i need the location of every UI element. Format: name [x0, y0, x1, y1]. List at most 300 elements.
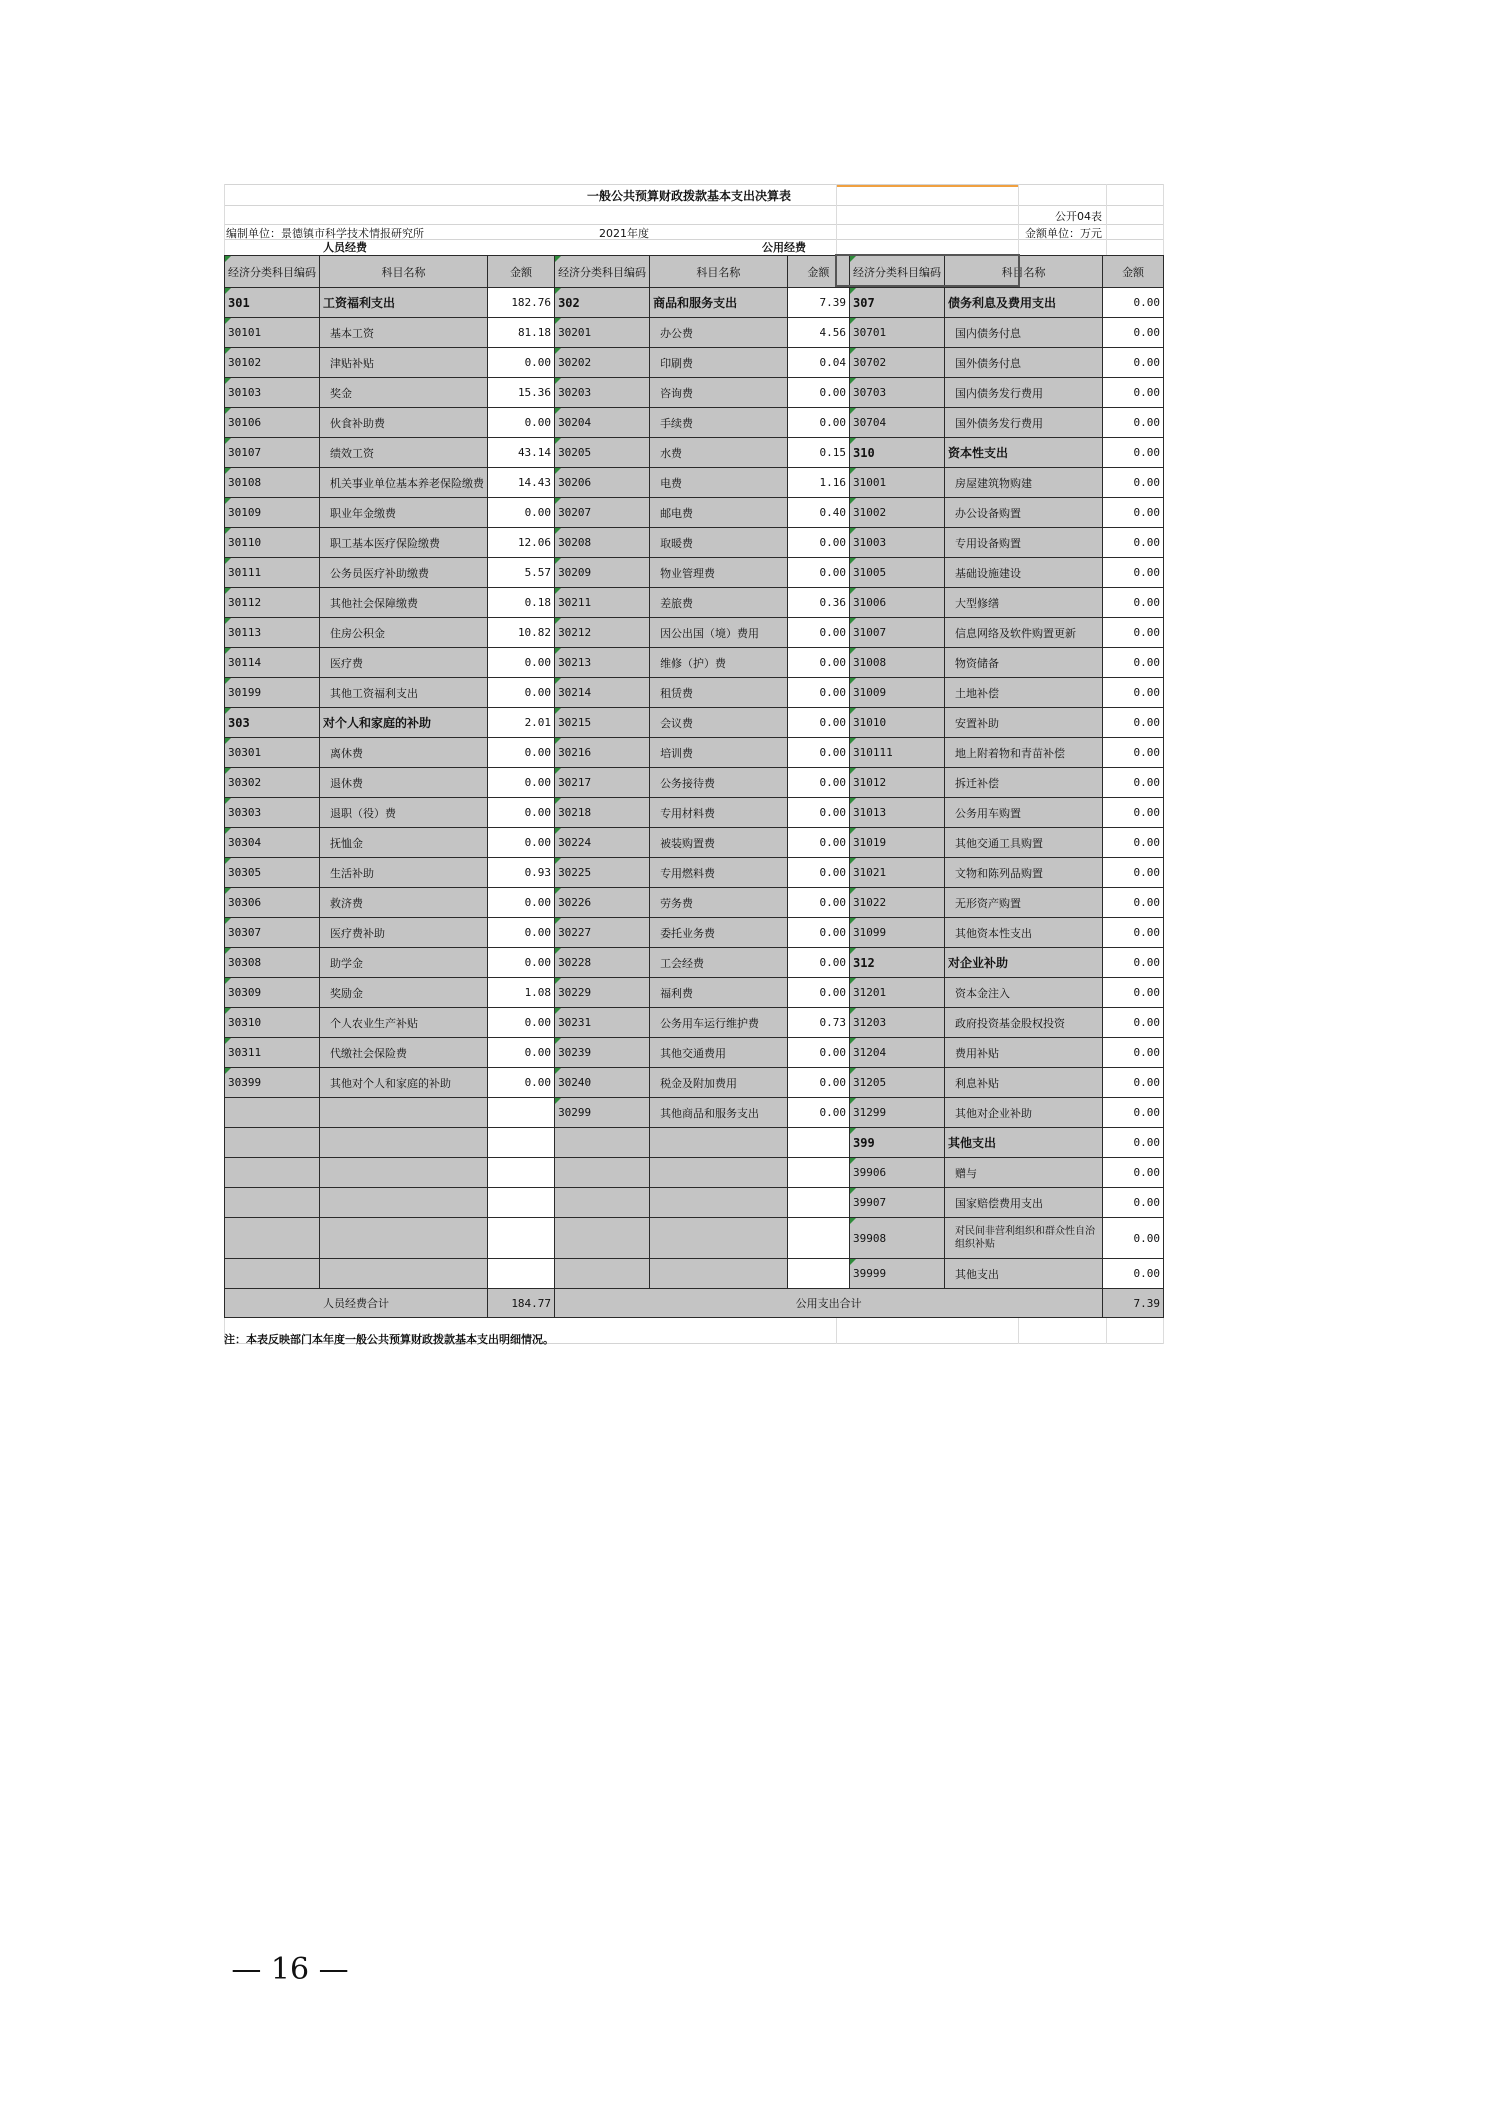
table-row — [225, 708, 1164, 738]
name-cell — [650, 1128, 788, 1158]
header-code-3: 经济分类科目编码 — [850, 256, 945, 288]
code-cell: 30113 — [225, 618, 320, 648]
code-cell: 31007 — [850, 618, 945, 648]
code-cell: 307 — [850, 288, 945, 318]
code-cell: 30203 — [555, 378, 650, 408]
code-cell: 30102 — [225, 348, 320, 378]
table-row — [225, 318, 1164, 348]
code-cell — [225, 1188, 320, 1218]
amount-cell: 0.00 — [787, 708, 849, 738]
amount-cell: 0.00 — [1103, 1158, 1164, 1188]
name-cell: 电费 — [650, 468, 788, 498]
amount-cell: 0.00 — [1103, 858, 1164, 888]
name-cell: 利息补贴 — [945, 1068, 1103, 1098]
amount-cell: 0.00 — [1103, 558, 1164, 588]
name-cell: 职业年金缴费 — [320, 498, 488, 528]
name-cell: 物资储备 — [945, 648, 1103, 678]
amount-cell: 0.00 — [787, 858, 849, 888]
amount-cell: 0.00 — [787, 798, 849, 828]
code-cell: 30108 — [225, 468, 320, 498]
name-cell: 文物和陈列品购置 — [945, 858, 1103, 888]
code-cell: 31299 — [850, 1098, 945, 1128]
name-cell: 会议费 — [650, 708, 788, 738]
table-row — [225, 1259, 1164, 1289]
name-cell: 其他交通工具购置 — [945, 828, 1103, 858]
amount-cell: 0.00 — [1103, 408, 1164, 438]
amount-cell: 7.39 — [787, 288, 849, 318]
amount-cell: 0.00 — [787, 408, 849, 438]
amount-cell: 0.00 — [1103, 708, 1164, 738]
code-cell: 303 — [225, 708, 320, 738]
personnel-total-value: 184.77 — [488, 1289, 555, 1318]
code-cell: 30704 — [850, 408, 945, 438]
code-cell: 310111 — [850, 738, 945, 768]
name-cell: 维修（护）费 — [650, 648, 788, 678]
amount-cell: 0.00 — [787, 918, 849, 948]
code-cell — [555, 1128, 650, 1158]
amount-cell: 0.00 — [488, 798, 555, 828]
amount-cell: 5.57 — [488, 558, 555, 588]
name-cell: 培训费 — [650, 738, 788, 768]
name-cell: 职工基本医疗保险缴费 — [320, 528, 488, 558]
name-cell: 其他社会保障缴费 — [320, 588, 488, 618]
amount-cell: 0.00 — [1103, 1038, 1164, 1068]
code-cell: 31005 — [850, 558, 945, 588]
name-cell: 退职（役）费 — [320, 798, 488, 828]
code-cell: 30204 — [555, 408, 650, 438]
amount-cell — [488, 1098, 555, 1128]
amount-cell: 12.06 — [488, 528, 555, 558]
header-name-2: 科目名称 — [650, 256, 788, 288]
name-cell: 资本性支出 — [945, 438, 1103, 468]
name-cell: 公务用车运行维护费 — [650, 1008, 788, 1038]
amount-cell: 0.00 — [1103, 378, 1164, 408]
name-cell: 公务员医疗补助缴费 — [320, 558, 488, 588]
code-cell: 30215 — [555, 708, 650, 738]
header-name-3[interactable]: 科目名称 — [945, 256, 1103, 288]
name-cell: 其他工资福利支出 — [320, 678, 488, 708]
code-cell: 30208 — [555, 528, 650, 558]
name-cell: 土地补偿 — [945, 678, 1103, 708]
amount-cell: 0.00 — [1103, 1259, 1164, 1289]
code-cell: 39906 — [850, 1158, 945, 1188]
table-row — [225, 828, 1164, 858]
amount-cell: 0.00 — [787, 1098, 849, 1128]
name-cell: 商品和服务支出 — [650, 288, 788, 318]
amount-cell: 0.00 — [787, 888, 849, 918]
code-cell: 30103 — [225, 378, 320, 408]
name-cell: 税金及附加费用 — [650, 1068, 788, 1098]
section-personnel: 人员经费 — [323, 241, 367, 254]
code-cell: 31022 — [850, 888, 945, 918]
amount-cell: 0.00 — [1103, 1098, 1164, 1128]
code-cell: 30206 — [555, 468, 650, 498]
name-cell: 救济费 — [320, 888, 488, 918]
code-cell: 30701 — [850, 318, 945, 348]
name-cell — [320, 1259, 488, 1289]
code-cell: 312 — [850, 948, 945, 978]
name-cell: 政府投资基金股权投资 — [945, 1008, 1103, 1038]
code-cell: 30217 — [555, 768, 650, 798]
amount-cell: 0.00 — [1103, 798, 1164, 828]
table-row — [225, 618, 1164, 648]
table-row — [225, 648, 1164, 678]
name-cell: 其他商品和服务支出 — [650, 1098, 788, 1128]
name-cell: 大型修缮 — [945, 588, 1103, 618]
amount-cell: 0.00 — [787, 618, 849, 648]
name-cell: 机关事业单位基本养老保险缴费 — [320, 468, 488, 498]
amount-cell: 0.00 — [1103, 618, 1164, 648]
table-row — [225, 348, 1164, 378]
name-cell: 代缴社会保险费 — [320, 1038, 488, 1068]
code-cell: 31021 — [850, 858, 945, 888]
code-cell: 30211 — [555, 588, 650, 618]
personnel-total-label: 人员经费合计 — [225, 1289, 488, 1318]
name-cell: 印刷费 — [650, 348, 788, 378]
code-cell: 39908 — [850, 1218, 945, 1259]
amount-cell: 0.00 — [1103, 738, 1164, 768]
amount-cell: 0.00 — [787, 648, 849, 678]
name-cell: 专用材料费 — [650, 798, 788, 828]
code-cell: 31003 — [850, 528, 945, 558]
amount-cell: 0.00 — [787, 678, 849, 708]
name-cell: 工会经费 — [650, 948, 788, 978]
amount-cell: 0.00 — [488, 768, 555, 798]
name-cell: 办公费 — [650, 318, 788, 348]
amount-cell: 0.00 — [787, 528, 849, 558]
name-cell: 离休费 — [320, 738, 488, 768]
code-cell: 30106 — [225, 408, 320, 438]
amount-cell: 0.00 — [1103, 438, 1164, 468]
amount-cell: 0.00 — [488, 1038, 555, 1068]
amount-cell: 0.00 — [787, 1038, 849, 1068]
name-cell: 差旅费 — [650, 588, 788, 618]
code-cell: 30214 — [555, 678, 650, 708]
amount-cell: 0.00 — [1103, 528, 1164, 558]
name-cell: 取暖费 — [650, 528, 788, 558]
name-cell: 其他支出 — [945, 1128, 1103, 1158]
amount-cell: 0.00 — [1103, 888, 1164, 918]
code-cell: 30702 — [850, 348, 945, 378]
amount-cell: 0.00 — [1103, 588, 1164, 618]
name-cell: 专用设备购置 — [945, 528, 1103, 558]
code-cell: 30309 — [225, 978, 320, 1008]
code-cell: 39907 — [850, 1188, 945, 1218]
amount-cell: 0.04 — [787, 348, 849, 378]
table-row — [225, 678, 1164, 708]
code-cell: 30218 — [555, 798, 650, 828]
code-cell: 30110 — [225, 528, 320, 558]
amount-cell: 0.00 — [1103, 1188, 1164, 1218]
amount-cell — [787, 1128, 849, 1158]
amount-cell: 0.00 — [1103, 678, 1164, 708]
page-number: — 16 — — [231, 1952, 349, 1987]
header-code-2: 经济分类科目编码 — [555, 256, 650, 288]
name-cell: 因公出国（境）费用 — [650, 618, 788, 648]
amount-cell: 0.00 — [488, 678, 555, 708]
code-cell: 39999 — [850, 1259, 945, 1289]
name-cell — [650, 1188, 788, 1218]
amount-cell: 4.56 — [787, 318, 849, 348]
code-cell: 30703 — [850, 378, 945, 408]
code-cell — [555, 1188, 650, 1218]
code-cell — [225, 1098, 320, 1128]
name-cell: 租赁费 — [650, 678, 788, 708]
code-cell: 30212 — [555, 618, 650, 648]
code-cell: 31205 — [850, 1068, 945, 1098]
name-cell — [320, 1158, 488, 1188]
amount-cell: 81.18 — [488, 318, 555, 348]
fiscal-year: 2021年度 — [599, 227, 649, 240]
amount-cell: 0.36 — [787, 588, 849, 618]
code-cell — [555, 1218, 650, 1259]
header-name-1: 科目名称 — [320, 256, 488, 288]
amount-cell: 0.00 — [488, 738, 555, 768]
code-cell: 30109 — [225, 498, 320, 528]
name-cell — [320, 1188, 488, 1218]
name-cell: 对民间非营利组织和群众性自治组织补贴 — [945, 1218, 1103, 1259]
name-cell: 住房公积金 — [320, 618, 488, 648]
amount-cell: 15.36 — [488, 378, 555, 408]
amount-cell: 0.00 — [488, 948, 555, 978]
name-cell: 拆迁补偿 — [945, 768, 1103, 798]
name-cell: 对企业补助 — [945, 948, 1103, 978]
code-cell — [225, 1158, 320, 1188]
name-cell — [320, 1128, 488, 1158]
name-cell: 国家赔偿费用支出 — [945, 1188, 1103, 1218]
code-cell: 31009 — [850, 678, 945, 708]
table-row — [225, 798, 1164, 828]
section-public: 公用经费 — [762, 241, 806, 254]
table-row — [225, 1038, 1164, 1068]
code-cell: 31001 — [850, 468, 945, 498]
name-cell: 手续费 — [650, 408, 788, 438]
name-cell: 助学金 — [320, 948, 488, 978]
amount-cell: 0.00 — [488, 408, 555, 438]
name-cell: 绩效工资 — [320, 438, 488, 468]
name-cell: 基础设施建设 — [945, 558, 1103, 588]
code-cell: 30205 — [555, 438, 650, 468]
code-cell: 30311 — [225, 1038, 320, 1068]
amount-cell — [787, 1259, 849, 1289]
amount-cell — [488, 1259, 555, 1289]
amount-cell: 0.00 — [787, 978, 849, 1008]
code-cell: 30207 — [555, 498, 650, 528]
name-cell: 房屋建筑物购建 — [945, 468, 1103, 498]
amount-cell: 43.14 — [488, 438, 555, 468]
table-row — [225, 1008, 1164, 1038]
name-cell: 其他支出 — [945, 1259, 1103, 1289]
name-cell — [650, 1259, 788, 1289]
code-cell: 30107 — [225, 438, 320, 468]
compiling-unit: 编制单位：景德镇市科学技术情报研究所 — [226, 227, 424, 240]
amount-cell — [787, 1188, 849, 1218]
public-total-label: 公用支出合计 — [555, 1289, 1103, 1318]
amount-cell: 0.00 — [787, 948, 849, 978]
amount-cell: 0.00 — [1103, 1218, 1164, 1259]
amount-cell: 10.82 — [488, 618, 555, 648]
table-row — [225, 438, 1164, 468]
name-cell: 其他对企业补助 — [945, 1098, 1103, 1128]
amount-cell: 0.00 — [1103, 1128, 1164, 1158]
table-row — [225, 378, 1164, 408]
code-cell: 31008 — [850, 648, 945, 678]
code-cell: 30231 — [555, 1008, 650, 1038]
spreadsheet-sheet — [224, 184, 1164, 1344]
amount-cell: 1.16 — [787, 468, 849, 498]
amount-cell — [488, 1128, 555, 1158]
name-cell: 资本金注入 — [945, 978, 1103, 1008]
code-cell: 30209 — [555, 558, 650, 588]
amount-cell: 0.00 — [1103, 288, 1164, 318]
name-cell: 债务利息及费用支出 — [945, 288, 1103, 318]
name-cell: 咨询费 — [650, 378, 788, 408]
name-cell: 对个人和家庭的补助 — [320, 708, 488, 738]
name-cell: 抚恤金 — [320, 828, 488, 858]
table-row — [225, 888, 1164, 918]
expenditure-table — [224, 255, 1164, 1318]
code-cell: 31099 — [850, 918, 945, 948]
name-cell — [650, 1158, 788, 1188]
table-row — [225, 768, 1164, 798]
name-cell: 安置补助 — [945, 708, 1103, 738]
table-row — [225, 1188, 1164, 1218]
table-row — [225, 1098, 1164, 1128]
amount-cell: 0.00 — [1103, 468, 1164, 498]
amount-cell: 0.00 — [1103, 1068, 1164, 1098]
code-cell: 30399 — [225, 1068, 320, 1098]
code-cell: 399 — [850, 1128, 945, 1158]
table-row — [225, 978, 1164, 1008]
code-cell: 30227 — [555, 918, 650, 948]
amount-cell — [488, 1218, 555, 1259]
code-cell: 30111 — [225, 558, 320, 588]
table-row — [225, 858, 1164, 888]
name-cell: 其他对个人和家庭的补助 — [320, 1068, 488, 1098]
amount-cell: 0.40 — [787, 498, 849, 528]
code-cell: 30213 — [555, 648, 650, 678]
code-cell: 30301 — [225, 738, 320, 768]
name-cell: 奖励金 — [320, 978, 488, 1008]
name-cell: 水费 — [650, 438, 788, 468]
table-row — [225, 498, 1164, 528]
code-cell: 30306 — [225, 888, 320, 918]
code-cell: 31019 — [850, 828, 945, 858]
amount-cell: 0.00 — [488, 918, 555, 948]
name-cell: 医疗费 — [320, 648, 488, 678]
code-cell: 30310 — [225, 1008, 320, 1038]
name-cell — [320, 1098, 488, 1128]
name-cell: 国外债务发行费用 — [945, 408, 1103, 438]
name-cell: 劳务费 — [650, 888, 788, 918]
code-cell — [225, 1259, 320, 1289]
name-cell: 其他交通费用 — [650, 1038, 788, 1068]
amount-cell: 0.00 — [1103, 768, 1164, 798]
name-cell: 委托业务费 — [650, 918, 788, 948]
name-cell: 福利费 — [650, 978, 788, 1008]
code-cell — [555, 1259, 650, 1289]
name-cell: 赠与 — [945, 1158, 1103, 1188]
table-row — [225, 948, 1164, 978]
code-cell: 30202 — [555, 348, 650, 378]
amount-cell — [787, 1158, 849, 1188]
amount-cell: 0.00 — [1103, 348, 1164, 378]
code-cell: 30308 — [225, 948, 320, 978]
code-cell: 30225 — [555, 858, 650, 888]
public-total-value: 7.39 — [1103, 1289, 1164, 1318]
code-cell — [225, 1218, 320, 1259]
amount-cell: 0.00 — [787, 768, 849, 798]
name-cell: 专用燃料费 — [650, 858, 788, 888]
code-cell: 30229 — [555, 978, 650, 1008]
amount-cell: 0.00 — [488, 888, 555, 918]
name-cell: 基本工资 — [320, 318, 488, 348]
table-row — [225, 1158, 1164, 1188]
amount-cell: 14.43 — [488, 468, 555, 498]
name-cell: 费用补贴 — [945, 1038, 1103, 1068]
name-cell: 生活补助 — [320, 858, 488, 888]
name-cell: 个人农业生产补贴 — [320, 1008, 488, 1038]
header-amount-2: 金额 — [787, 256, 849, 288]
name-cell: 信息网络及软件购置更新 — [945, 618, 1103, 648]
table-row — [225, 1218, 1164, 1259]
amount-cell: 0.00 — [488, 1008, 555, 1038]
code-cell: 31006 — [850, 588, 945, 618]
name-cell: 国外债务付息 — [945, 348, 1103, 378]
table-row — [225, 528, 1164, 558]
name-cell: 伙食补助费 — [320, 408, 488, 438]
amount-cell: 1.08 — [488, 978, 555, 1008]
name-cell — [320, 1218, 488, 1259]
code-cell: 30307 — [225, 918, 320, 948]
amount-cell: 0.00 — [488, 348, 555, 378]
table-title: 一般公共预算财政拨款基本支出决算表 — [586, 189, 791, 203]
amount-cell: 0.00 — [1103, 1008, 1164, 1038]
money-unit: 金额单位：万元 — [1025, 227, 1102, 240]
header-amount-1: 金额 — [488, 256, 555, 288]
code-cell — [555, 1158, 650, 1188]
amount-cell: 0.00 — [1103, 318, 1164, 348]
amount-cell: 0.00 — [787, 1068, 849, 1098]
header-amount-3: 金额 — [1103, 256, 1164, 288]
code-cell: 31002 — [850, 498, 945, 528]
amount-cell: 0.00 — [488, 828, 555, 858]
code-cell: 30216 — [555, 738, 650, 768]
table-row — [225, 918, 1164, 948]
amount-cell: 0.00 — [1103, 498, 1164, 528]
form-code: 公开04表 — [1055, 210, 1102, 223]
table-header-row — [225, 256, 1164, 288]
code-cell: 30240 — [555, 1068, 650, 1098]
code-cell: 30199 — [225, 678, 320, 708]
table-row — [225, 288, 1164, 318]
name-cell: 退休费 — [320, 768, 488, 798]
name-cell: 医疗费补助 — [320, 918, 488, 948]
amount-cell: 0.00 — [787, 558, 849, 588]
code-cell: 30303 — [225, 798, 320, 828]
name-cell: 工资福利支出 — [320, 288, 488, 318]
table-row — [225, 1068, 1164, 1098]
name-cell: 邮电费 — [650, 498, 788, 528]
table-note: 注：本表反映部门本年度一般公共预算财政拨款基本支出明细情况。 — [224, 1333, 554, 1346]
totals-row — [225, 1289, 1164, 1318]
table-row — [225, 558, 1164, 588]
amount-cell: 0.00 — [488, 498, 555, 528]
name-cell: 无形资产购置 — [945, 888, 1103, 918]
amount-cell: 0.00 — [787, 828, 849, 858]
code-cell: 30299 — [555, 1098, 650, 1128]
code-cell: 31204 — [850, 1038, 945, 1068]
